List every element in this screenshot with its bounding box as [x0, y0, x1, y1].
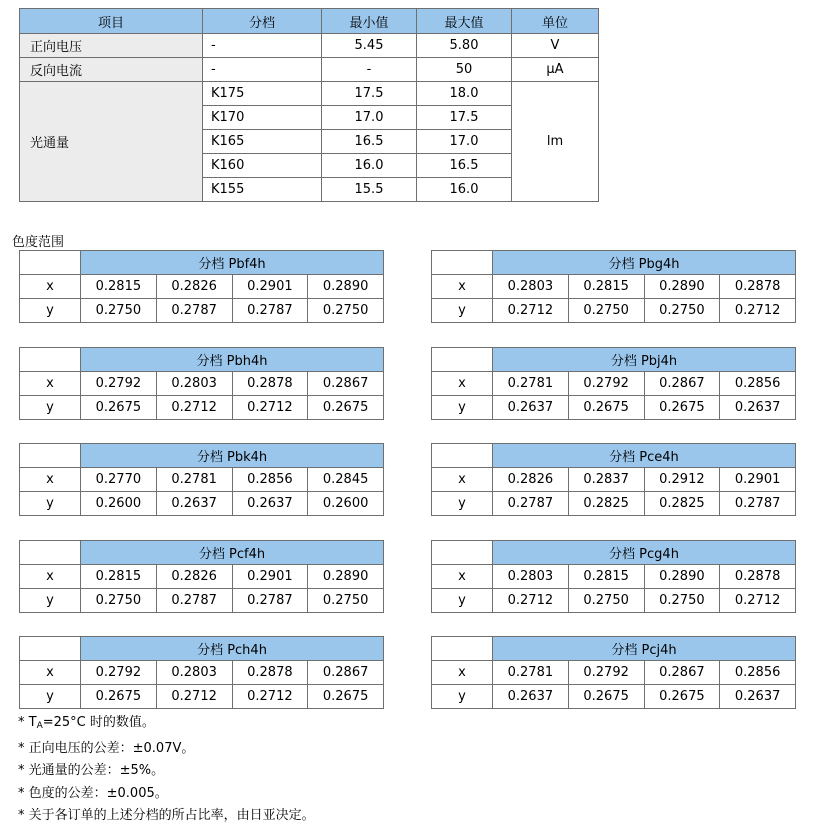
- blank-cell: [432, 444, 493, 468]
- bin-name: 分档 Pch4h: [81, 637, 384, 661]
- coord-value: 0.2867: [644, 371, 720, 395]
- coord-value: 0.2750: [308, 299, 384, 323]
- coord-value: 0.2675: [644, 395, 720, 419]
- coord-value: 0.2712: [720, 299, 796, 323]
- coord-value: 0.2803: [156, 371, 232, 395]
- coord-row-y: [432, 299, 796, 323]
- coord-row-y: [432, 588, 796, 612]
- max-cell: 17.0: [417, 130, 512, 154]
- chromaticity-table: [19, 250, 384, 323]
- bin-name: 分档 Pbk4h: [81, 444, 384, 468]
- coord-row-y: [20, 395, 384, 419]
- coord-value: 0.2750: [568, 299, 644, 323]
- item-label: 光通量: [20, 82, 203, 202]
- coord-row-x: [432, 564, 796, 588]
- header-min: 最小值: [322, 9, 417, 34]
- coord-value: 0.2826: [156, 275, 232, 299]
- coord-value: 0.2712: [493, 299, 569, 323]
- chromaticity-header-row: [20, 251, 384, 275]
- coord-value: 0.2815: [568, 275, 644, 299]
- unit-cell: μA: [512, 58, 599, 82]
- bin-cell: K175: [203, 82, 322, 106]
- max-cell: 18.0: [417, 82, 512, 106]
- coord-value: 0.2750: [308, 588, 384, 612]
- coord-value: 0.2750: [81, 588, 157, 612]
- coord-value: 0.2890: [308, 275, 384, 299]
- bin-name: 分档 Pbg4h: [493, 251, 796, 275]
- coord-value: 0.2712: [232, 685, 308, 709]
- coord-label: y: [20, 588, 81, 612]
- header-bin: 分档: [203, 9, 322, 34]
- bin-name: 分档 Pbf4h: [81, 251, 384, 275]
- chromaticity-header-row: [432, 540, 796, 564]
- coord-label: y: [432, 492, 493, 516]
- coord-value: 0.2825: [568, 492, 644, 516]
- coord-value: 0.2856: [720, 661, 796, 685]
- coord-value: 0.2675: [81, 685, 157, 709]
- coord-value: 0.2845: [308, 468, 384, 492]
- luminous-flux-row: [20, 82, 599, 106]
- coord-value: 0.2825: [644, 492, 720, 516]
- chromaticity-table: [19, 443, 384, 516]
- coord-value: 0.2787: [493, 492, 569, 516]
- coord-value: 0.2787: [156, 299, 232, 323]
- bin-cell: K160: [203, 154, 322, 178]
- coord-label: x: [432, 564, 493, 588]
- chromaticity-table: [19, 636, 384, 709]
- coord-value: 0.2675: [308, 685, 384, 709]
- coord-value: 0.2826: [156, 564, 232, 588]
- coord-value: 0.2712: [232, 395, 308, 419]
- coord-row-y: [20, 492, 384, 516]
- bin-name: 分档 Pcg4h: [493, 540, 796, 564]
- coord-value: 0.2712: [720, 588, 796, 612]
- bin-name: 分档 Pbh4h: [81, 347, 384, 371]
- chromaticity-header-row: [20, 540, 384, 564]
- coord-value: 0.2792: [568, 661, 644, 685]
- coord-value: 0.2750: [644, 588, 720, 612]
- coord-value: 0.2815: [81, 275, 157, 299]
- coord-value: 0.2637: [493, 685, 569, 709]
- coord-value: 0.2750: [81, 299, 157, 323]
- coord-label: x: [20, 564, 81, 588]
- bin-cell: K155: [203, 178, 322, 202]
- coord-value: 0.2803: [156, 661, 232, 685]
- coord-value: 0.2792: [81, 371, 157, 395]
- coord-value: 0.2856: [720, 371, 796, 395]
- chromaticity-table: [431, 250, 796, 323]
- note-ta: * $T_A=25^\circ C$ 时的数值。: [18, 715, 155, 731]
- chromaticity-table: [431, 636, 796, 709]
- chromaticity-table: [431, 347, 796, 420]
- coord-value: 0.2803: [493, 275, 569, 299]
- note-bin-ratio: * 关于各订单的上述分档的所占比率，由日亚决定。: [18, 808, 315, 823]
- note-flux-tolerance: * 光通量的公差：±5%。: [18, 763, 165, 778]
- coord-label: x: [20, 661, 81, 685]
- coord-label: y: [20, 685, 81, 709]
- coord-value: 0.2712: [156, 395, 232, 419]
- chromaticity-header-row: [432, 347, 796, 371]
- spec-header-row: [20, 9, 599, 34]
- coord-value: 0.2675: [568, 685, 644, 709]
- coord-row-y: [20, 299, 384, 323]
- min-cell: 15.5: [322, 178, 417, 202]
- coord-value: 0.2890: [308, 564, 384, 588]
- coord-label: x: [432, 275, 493, 299]
- note-chromaticity-tolerance: * 色度的公差：±0.005。: [18, 785, 168, 801]
- item-label: 反向电流: [20, 58, 203, 82]
- coord-row-x: [432, 371, 796, 395]
- coord-value: 0.2787: [232, 299, 308, 323]
- coord-row-x: [20, 275, 384, 299]
- coord-label: x: [20, 468, 81, 492]
- coord-label: y: [20, 395, 81, 419]
- coord-value: 0.2675: [644, 685, 720, 709]
- header-unit: 单位: [512, 9, 599, 34]
- blank-cell: [432, 347, 493, 371]
- blank-cell: [20, 637, 81, 661]
- coord-value: 0.2675: [81, 395, 157, 419]
- max-cell: 17.5: [417, 106, 512, 130]
- min-cell: 16.0: [322, 154, 417, 178]
- coord-value: 0.2637: [493, 395, 569, 419]
- min-cell: 17.5: [322, 82, 417, 106]
- coord-value: 0.2803: [493, 564, 569, 588]
- coord-value: 0.2878: [720, 275, 796, 299]
- max-cell: 50: [417, 58, 512, 82]
- coord-row-x: [20, 468, 384, 492]
- coord-value: 0.2600: [81, 492, 157, 516]
- coord-row-x: [432, 661, 796, 685]
- blank-cell: [432, 251, 493, 275]
- max-cell: 16.5: [417, 154, 512, 178]
- chromaticity-header-row: [20, 444, 384, 468]
- note-voltage-tolerance: * 正向电压的公差：±0.07V。: [18, 740, 195, 756]
- min-cell: 16.5: [322, 130, 417, 154]
- coord-value: 0.2675: [308, 395, 384, 419]
- coord-value: 0.2826: [493, 468, 569, 492]
- chromaticity-header-row: [432, 444, 796, 468]
- min-cell: -: [322, 58, 417, 82]
- bin-cell: -: [203, 58, 322, 82]
- header-item: 项目: [20, 9, 203, 34]
- coord-value: 0.2792: [81, 661, 157, 685]
- coord-value: 0.2770: [81, 468, 157, 492]
- coord-value: 0.2637: [720, 395, 796, 419]
- coord-row-x: [432, 275, 796, 299]
- coord-value: 0.2750: [568, 588, 644, 612]
- chromaticity-header-row: [432, 637, 796, 661]
- coord-value: 0.2637: [156, 492, 232, 516]
- min-cell: 17.0: [322, 106, 417, 130]
- unit-cell: lm: [512, 82, 599, 202]
- coord-value: 0.2867: [308, 661, 384, 685]
- chromaticity-header-row: [20, 637, 384, 661]
- bin-name: 分档 Pce4h: [493, 444, 796, 468]
- coord-row-y: [20, 685, 384, 709]
- bin-cell: -: [203, 34, 322, 58]
- reverse-current-row: [20, 58, 599, 82]
- chromaticity-table: [431, 540, 796, 613]
- coord-value: 0.2901: [720, 468, 796, 492]
- coord-row-y: [432, 685, 796, 709]
- coord-value: 0.2600: [308, 492, 384, 516]
- blank-cell: [432, 637, 493, 661]
- notes: [18, 712, 315, 828]
- coord-value: 0.2675: [568, 395, 644, 419]
- blank-cell: [432, 540, 493, 564]
- coord-row-y: [432, 395, 796, 419]
- coord-row-x: [432, 468, 796, 492]
- coord-value: 0.2837: [568, 468, 644, 492]
- coord-label: x: [432, 371, 493, 395]
- bin-name: 分档 Pcf4h: [81, 540, 384, 564]
- coord-value: 0.2912: [644, 468, 720, 492]
- coord-value: 0.2637: [232, 492, 308, 516]
- bin-cell: K165: [203, 130, 322, 154]
- coord-value: 0.2787: [232, 588, 308, 612]
- coord-value: 0.2878: [232, 661, 308, 685]
- coord-row-y: [20, 588, 384, 612]
- min-cell: 5.45: [322, 34, 417, 58]
- coord-value: 0.2901: [232, 564, 308, 588]
- unit-cell: V: [512, 34, 599, 58]
- coord-value: 0.2792: [568, 371, 644, 395]
- coord-value: 0.2712: [493, 588, 569, 612]
- chromaticity-header-row: [432, 251, 796, 275]
- chromaticity-header-row: [20, 347, 384, 371]
- coord-label: x: [20, 275, 81, 299]
- coord-label: y: [20, 299, 81, 323]
- coord-value: 0.2815: [81, 564, 157, 588]
- chromaticity-table: [19, 347, 384, 420]
- coord-label: y: [432, 685, 493, 709]
- coord-row-x: [20, 661, 384, 685]
- bin-name: 分档 Pcj4h: [493, 637, 796, 661]
- coord-value: 0.2637: [720, 685, 796, 709]
- item-label: 正向电压: [20, 34, 203, 58]
- forward-voltage-row: [20, 34, 599, 58]
- coord-value: 0.2781: [493, 371, 569, 395]
- blank-cell: [20, 251, 81, 275]
- coord-value: 0.2781: [493, 661, 569, 685]
- coord-value: 0.2901: [232, 275, 308, 299]
- blank-cell: [20, 540, 81, 564]
- chromaticity-table: [19, 540, 384, 613]
- coord-label: y: [20, 492, 81, 516]
- chromaticity-table: [431, 443, 796, 516]
- coord-value: 0.2750: [644, 299, 720, 323]
- spec-table: [19, 8, 599, 202]
- coord-row-x: [20, 564, 384, 588]
- header-max: 最大值: [417, 9, 512, 34]
- coord-value: 0.2787: [156, 588, 232, 612]
- blank-cell: [20, 444, 81, 468]
- bin-name: 分档 Pbj4h: [493, 347, 796, 371]
- bin-cell: K170: [203, 106, 322, 130]
- coord-value: 0.2878: [232, 371, 308, 395]
- section-label: 色度范围: [12, 235, 65, 250]
- coord-value: 0.2867: [308, 371, 384, 395]
- max-cell: 16.0: [417, 178, 512, 202]
- blank-cell: [20, 347, 81, 371]
- coord-label: y: [432, 299, 493, 323]
- coord-label: y: [432, 588, 493, 612]
- coord-label: x: [432, 468, 493, 492]
- coord-value: 0.2781: [156, 468, 232, 492]
- max-cell: 5.80: [417, 34, 512, 58]
- coord-row-y: [432, 492, 796, 516]
- coord-value: 0.2878: [720, 564, 796, 588]
- coord-value: 0.2890: [644, 275, 720, 299]
- coord-value: 0.2890: [644, 564, 720, 588]
- coord-label: y: [432, 395, 493, 419]
- coord-value: 0.2815: [568, 564, 644, 588]
- coord-row-x: [20, 371, 384, 395]
- coord-value: 0.2867: [644, 661, 720, 685]
- coord-label: x: [432, 661, 493, 685]
- coord-value: 0.2787: [720, 492, 796, 516]
- coord-value: 0.2856: [232, 468, 308, 492]
- coord-value: 0.2712: [156, 685, 232, 709]
- coord-label: x: [20, 371, 81, 395]
